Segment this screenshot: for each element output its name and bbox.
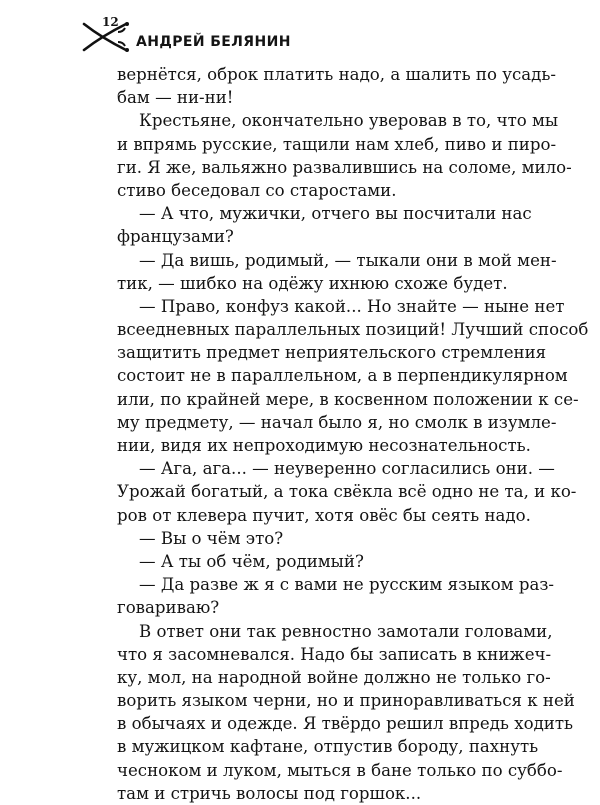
text-line: вернётся, оброк платить надо, а шалить по усадь- <box>117 65 557 84</box>
running-header-author: АНДРЕЙ БЕЛЯНИН <box>136 34 291 50</box>
text-line: там и стричь волосы под горшок... <box>117 783 422 803</box>
text-line: в мужицком кафтане, отпустив бороду, пахнуть <box>117 737 539 757</box>
text-line: — Да разве ж я с вами не русским языком раз- <box>139 575 555 595</box>
text-line: ги. Я же, вальяжно развалившись на соломе, мило- <box>117 157 572 177</box>
text-line: му предмету, — начал было я, но смолк в изумле- <box>117 412 557 432</box>
text-line: всеедневных параллельных позиций! Лучший способ <box>117 320 589 340</box>
text-line: Крестьяне, окончательно уверовав в то, что мы <box>139 111 559 131</box>
text-line: — А что, мужички, отчего вы посчитали нас <box>139 204 532 224</box>
text-line: состоит не в параллельном, а в перпендикулярном <box>117 366 568 386</box>
text-line: ку, мол, на народной войне должно не только го- <box>117 667 551 687</box>
text-line: чесноком и луком, мыться в бане только по суббо- <box>117 760 563 780</box>
text-line: стиво беседовал со старостами. <box>117 180 397 200</box>
text-line: — Да вишь, родимый, — тыкали они в мой мен- <box>139 250 557 270</box>
text-line: — Ага, ага... — неуверенно согласились они. — <box>139 459 555 479</box>
text-line: защитить предмет неприятельского стремления <box>117 343 547 363</box>
text-line: что я засомневался. Надо бы записать в книжеч- <box>117 644 552 664</box>
text-line: в обычаях и одежде. Я твёрдо решил впредь ходить <box>117 714 574 734</box>
text-line: — Право, конфуз какой... Но знайте — ныне нет <box>139 296 565 316</box>
text-line: и впрямь русские, тащили нам хлеб, пиво и пиро- <box>117 134 557 154</box>
page-number: 12 <box>102 15 119 29</box>
text-line: — А ты об чём, родимый? <box>139 551 364 571</box>
text-line: тик, — шибко на одёжу ихнюю схоже будет. <box>117 273 508 293</box>
page-header <box>80 16 520 56</box>
text-line: — Вы о чём это? <box>139 528 284 548</box>
text-line: ров от клевера пучит, хотя овёс бы сеять надо. <box>117 505 531 525</box>
text-line: ворить языком черни, но и приноравливаться к ней <box>117 691 575 711</box>
text-line: бам — ни-ни! <box>117 88 234 108</box>
text-line: говариваю? <box>117 598 220 618</box>
text-line: Урожай богатый, а тока свёкла всё одно не та, и ко- <box>117 482 577 502</box>
body-text <box>117 63 589 805</box>
text-line: или, по крайней мере, в косвенном положении к се- <box>117 389 579 409</box>
text-line: В ответ они так ревностно замотали головами, <box>139 621 553 641</box>
text-line: французами? <box>117 227 234 247</box>
text-line: нии, видя их непроходимую несознательность. <box>117 436 531 455</box>
